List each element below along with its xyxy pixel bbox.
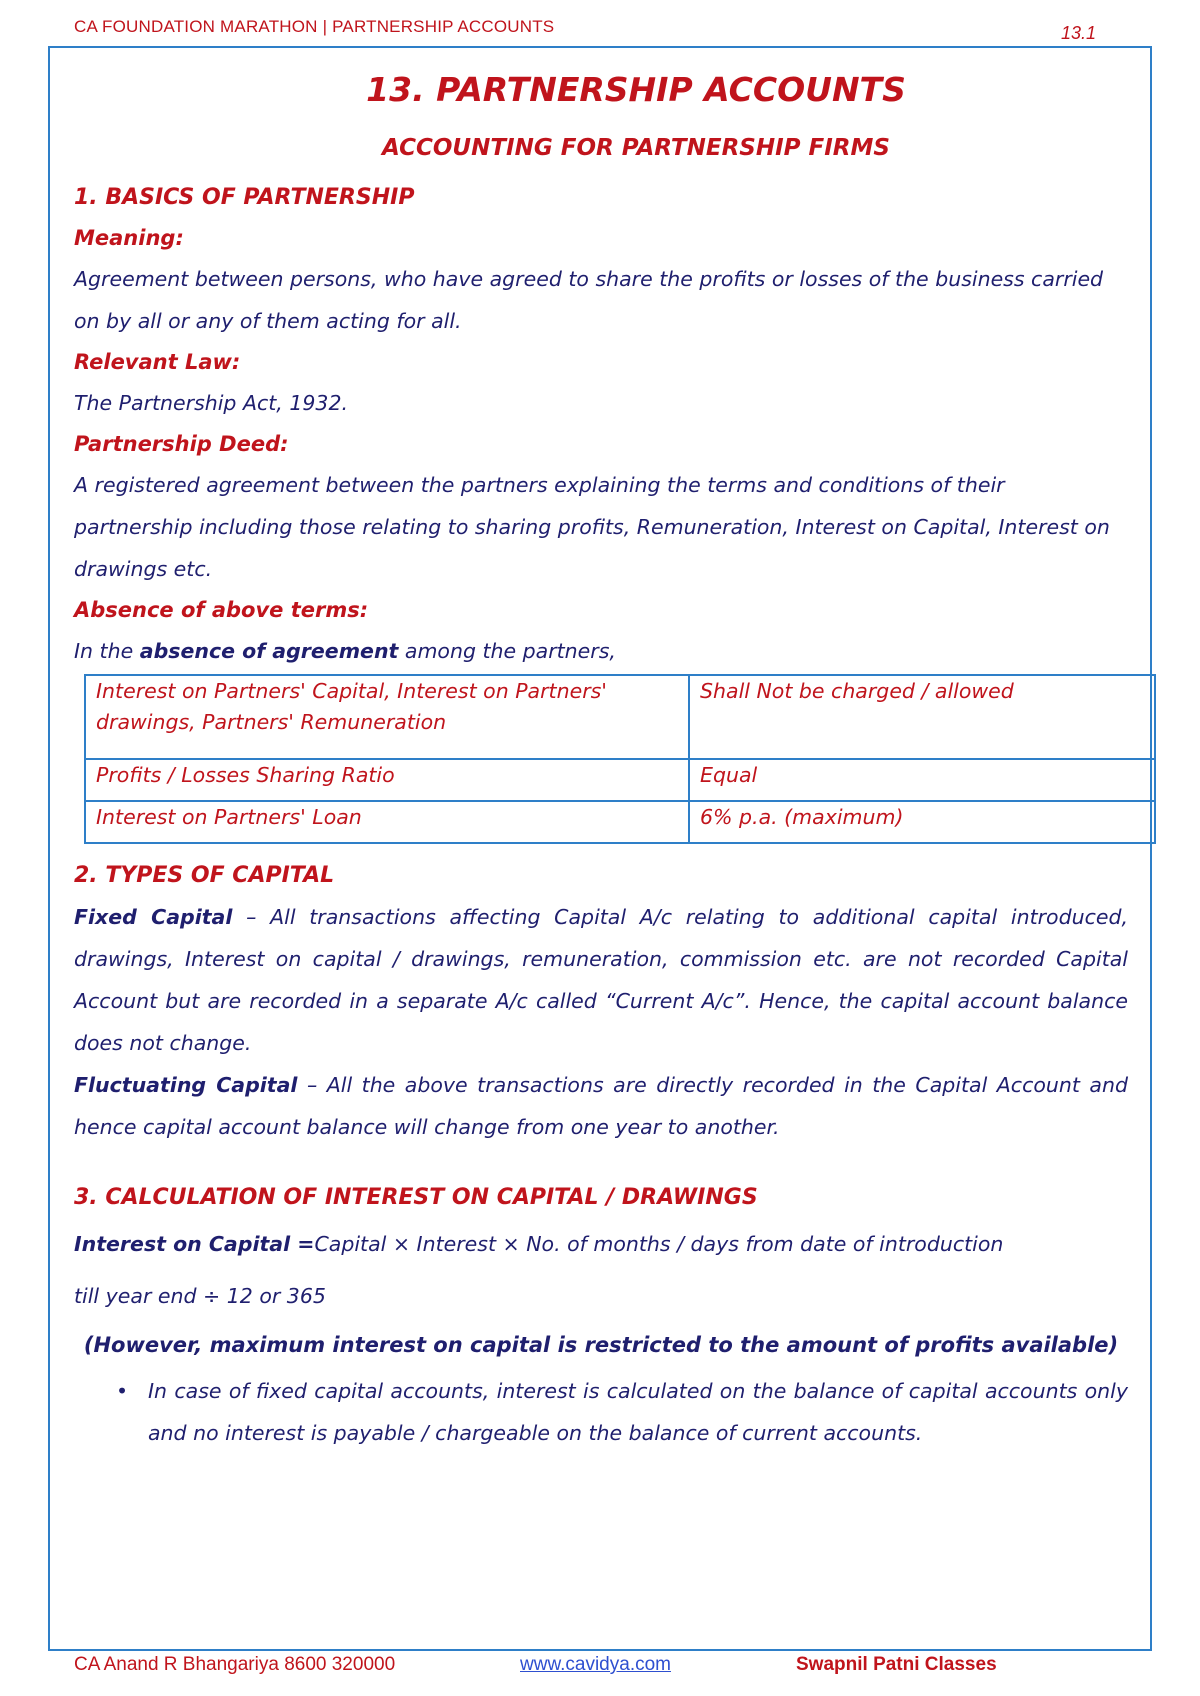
section-3-bullets (116, 1370, 1128, 1454)
section-3-heading: 3. CALCULATION OF INTEREST ON CAPITAL / DRAWINGS (74, 1185, 758, 1210)
fixed-capital-text: – All transactions affecting Capital A/c relating to additional capital introduced, drawings, Interest on capital / drawings, remuneration, commission etc. are not recorded Capital Account but are recorded in a separate A/c called “Current A/c”. Hence, the capital account balance does not change. (74, 905, 1128, 1055)
footer-author: CA Anand R Bhangariya 8600 320000 (74, 1654, 396, 1675)
meaning-text: Agreement between persons, who have agreed to share the profits or losses of the business carried on by all or any of them acting for all. (74, 267, 1104, 333)
absence-intro (74, 630, 1128, 672)
list-item (116, 1370, 1128, 1454)
fluctuating-capital-text: – All the above transactions are directly recorded in the Capital Account and hence capital account balance will change from one year to another. (74, 1073, 1128, 1139)
section-2-heading: 2. TYPES OF CAPITAL (74, 863, 335, 888)
table-cell-rule: Shall Not be charged / allowed (689, 675, 1155, 759)
section-1-heading: 1. BASICS OF PARTNERSHIP (74, 185, 415, 210)
absence-intro-post: among the partners, (404, 639, 616, 663)
absence-label: Absence of above terms: (74, 598, 369, 622)
fixed-capital-term: Fixed Capital (74, 905, 233, 929)
table-cell-item: Interest on Partners' Loan (85, 801, 689, 843)
table-row (85, 801, 1155, 843)
absence-intro-emphasis: absence of agreement (139, 639, 399, 663)
table-cell-rule: Equal (689, 759, 1155, 801)
running-header (74, 17, 1126, 41)
interest-note: (However, maximum interest on capital is restricted to the amount of profits available) (83, 1333, 1119, 1357)
fixed-capital-paragraph (74, 896, 1128, 1064)
chapter-title: 13. PARTNERSHIP ACCOUNTS (366, 70, 906, 109)
page-content (74, 62, 1128, 1454)
table-row (85, 675, 1155, 759)
fluctuating-capital-term: Fluctuating Capital (74, 1073, 298, 1097)
meaning-label: Meaning: (74, 226, 184, 250)
footer-website-link[interactable]: www.cavidya.com (520, 1654, 671, 1675)
page-number: 13.1 (1060, 23, 1096, 43)
relevant-law-label: Relevant Law: (74, 350, 241, 374)
footer-brand: Swapnil Patni Classes (796, 1654, 997, 1675)
interest-formula (74, 1218, 1128, 1322)
fluctuating-capital-paragraph (74, 1064, 1128, 1148)
running-header-title: CA FOUNDATION MARATHON | PARTNERSHIP ACCOUNTS (74, 17, 555, 36)
bullet-text: In case of fixed capital accounts, interest is calculated on the balance of capital accounts only and no interest is payable / chargeable on the balance of current accounts. (148, 1379, 1128, 1445)
absence-rules-table (84, 674, 1156, 844)
absence-intro-pre: In the (74, 639, 134, 663)
chapter-subtitle: ACCOUNTING FOR PARTNERSHIP FIRMS (382, 135, 890, 161)
partnership-deed-text: A registered agreement between the partners explaining the terms and conditions of their partnership including those relating to sharing profits, Remuneration, Interest on Capital, Interest on drawings etc. (74, 473, 1110, 581)
relevant-law-text: The Partnership Act, 1932. (74, 391, 349, 415)
table-cell-rule: 6% p.a. (maximum) (689, 801, 1155, 843)
table-row (85, 759, 1155, 801)
formula-line-2: till year end ÷ 12 or 365 (74, 1284, 326, 1308)
formula-label: Interest on Capital = (74, 1232, 315, 1256)
table-cell-item: Profits / Losses Sharing Ratio (85, 759, 689, 801)
page-footer (74, 1654, 1128, 1684)
partnership-deed-label: Partnership Deed: (74, 432, 289, 456)
table-cell-item: Interest on Partners' Capital, Interest on Partners' drawings, Partners' Remuneration (85, 675, 689, 759)
bullet-icon: • (116, 1379, 129, 1403)
formula-line-1: Capital × Interest × No. of months / days from date of introduction (314, 1232, 1004, 1256)
